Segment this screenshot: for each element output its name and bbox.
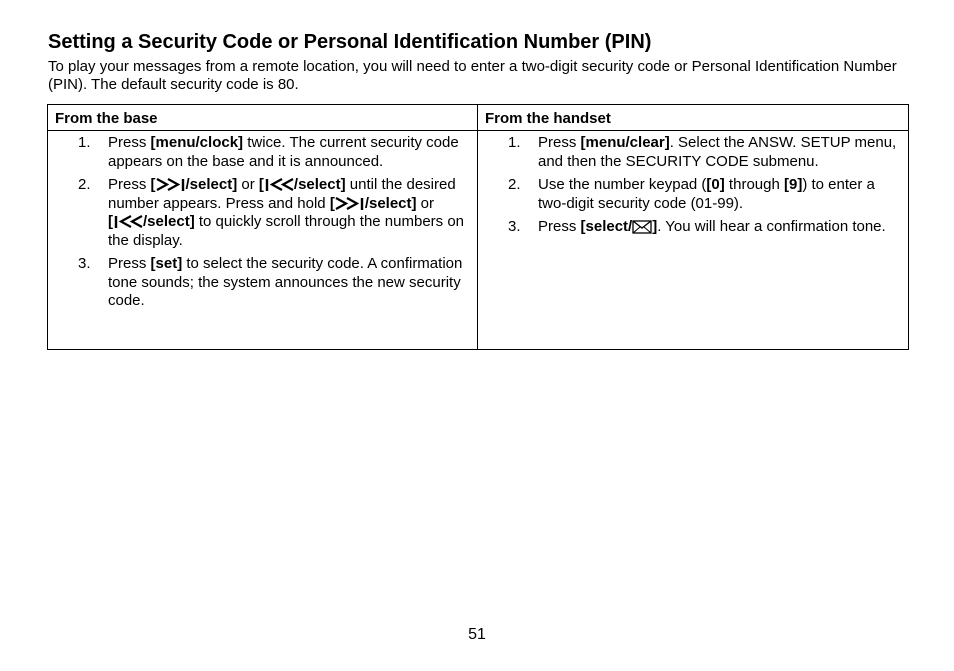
header-from-base: From the base bbox=[48, 105, 478, 131]
list-item: 2. Press [ /select] or [ /select] until the desired number appears. Press and hold [ /select] or [ /select] to quickly scroll through the numbers on the display. bbox=[78, 176, 465, 249]
page-title: Setting a Security Code or Personal Identification Number (PIN) bbox=[48, 31, 652, 53]
step-number: 1. bbox=[508, 134, 521, 151]
skip-back-icon bbox=[264, 177, 294, 192]
key-label: [menu/clear] bbox=[580, 134, 670, 151]
skip-forward-icon bbox=[156, 177, 186, 192]
base-steps-list bbox=[48, 134, 471, 311]
page-number: 51 bbox=[468, 626, 486, 643]
step-number: 3. bbox=[508, 218, 521, 235]
base-steps-cell bbox=[48, 131, 478, 350]
key-label: [set] bbox=[150, 255, 183, 272]
skip-forward-icon bbox=[335, 196, 365, 211]
key-label: [menu/clock] bbox=[150, 134, 244, 151]
handset-steps-cell bbox=[478, 131, 909, 350]
header-from-handset: From the handset bbox=[478, 105, 909, 131]
step-number: 2. bbox=[78, 176, 91, 193]
envelope-icon bbox=[632, 220, 652, 234]
key-label: [select/ ] bbox=[580, 218, 658, 235]
table-header-row bbox=[48, 105, 909, 131]
step-number: 2. bbox=[508, 176, 521, 193]
list-item: 1. Press [menu/clear]. Select the ANSW. SETUP menu, and then the SECURITY CODE submenu. bbox=[508, 134, 897, 170]
list-item: 1. Press [menu/clock] twice. The current security code appears on the base and it is announced. bbox=[78, 134, 459, 170]
step-number: 1. bbox=[78, 134, 91, 151]
list-item: 3. Press [set] to select the security code. A confirmation tone sounds; the system announces the new security code. bbox=[78, 255, 463, 309]
key-label: [0] bbox=[706, 176, 725, 193]
instructions-table bbox=[47, 104, 909, 350]
key-label: [ /select] bbox=[329, 194, 417, 212]
handset-steps-list bbox=[478, 134, 902, 237]
key-label: [9] bbox=[783, 176, 803, 193]
key-label: [ /select] bbox=[150, 176, 238, 193]
step-number: 3. bbox=[78, 255, 91, 272]
key-label: [ /select] bbox=[258, 176, 346, 193]
key-label: [ /select] bbox=[108, 213, 195, 230]
list-item: 3. Press [select/ ]. You will hear a confirmation tone. bbox=[508, 218, 886, 235]
table-row bbox=[48, 131, 909, 350]
skip-back-icon bbox=[113, 214, 143, 229]
intro-paragraph: To play your messages from a remote location, you will need to enter a two-digit security code or Personal Identification Number (PIN). The default security code is 80. bbox=[48, 58, 897, 93]
list-item: 2. Use the number keypad ([0] through [9]) to enter a two-digit security code (01-99). bbox=[508, 176, 875, 212]
